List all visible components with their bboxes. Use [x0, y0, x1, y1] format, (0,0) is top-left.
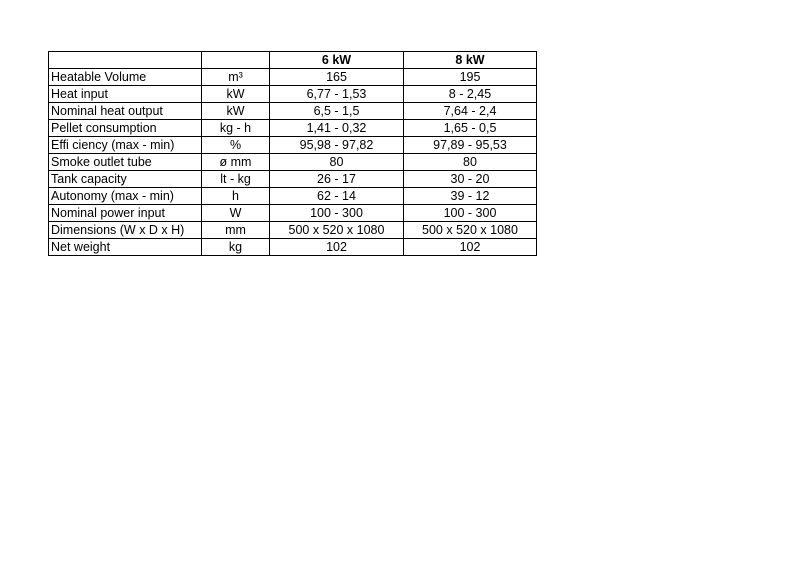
specifications-table-body	[49, 52, 537, 256]
table-row	[49, 120, 537, 137]
cell-6kw: 62 - 14	[270, 188, 404, 205]
table-row	[49, 86, 537, 103]
cell-8kw: 39 - 12	[404, 188, 537, 205]
cell-parameter: Effi ciency (max - min)	[49, 137, 202, 154]
cell-parameter: Nominal power input	[49, 205, 202, 222]
cell-unit: m³	[202, 69, 270, 86]
cell-8kw: 8 - 2,45	[404, 86, 537, 103]
table-row	[49, 154, 537, 171]
table-row	[49, 171, 537, 188]
cell-8kw: 97,89 - 95,53	[404, 137, 537, 154]
cell-parameter: Net weight	[49, 239, 202, 256]
cell-unit: kW	[202, 86, 270, 103]
cell-6kw: 6,77 - 1,53	[270, 86, 404, 103]
cell-8kw: 80	[404, 154, 537, 171]
specifications-table	[48, 51, 537, 256]
table-row	[49, 103, 537, 120]
cell-6kw: 26 - 17	[270, 171, 404, 188]
cell-unit: lt - kg	[202, 171, 270, 188]
cell-parameter: Dimensions (W x D x H)	[49, 222, 202, 239]
table-row	[49, 205, 537, 222]
cell-6kw: 165	[270, 69, 404, 86]
cell-8kw: 500 x 520 x 1080	[404, 222, 537, 239]
cell-unit: %	[202, 137, 270, 154]
cell-parameter: Pellet consumption	[49, 120, 202, 137]
cell-parameter: Heat input	[49, 86, 202, 103]
cell-8kw: 7,64 - 2,4	[404, 103, 537, 120]
table-header-row	[49, 52, 537, 69]
cell-8kw: 30 - 20	[404, 171, 537, 188]
cell-6kw: 102	[270, 239, 404, 256]
table-row	[49, 137, 537, 154]
cell-8kw: 102	[404, 239, 537, 256]
cell-unit: kW	[202, 103, 270, 120]
cell-parameter: Nominal heat output	[49, 103, 202, 120]
cell-parameter: Smoke outlet tube	[49, 154, 202, 171]
table-row	[49, 69, 537, 86]
cell-parameter: Tank capacity	[49, 171, 202, 188]
table-row	[49, 239, 537, 256]
cell-8kw: 1,65 - 0,5	[404, 120, 537, 137]
cell-unit: W	[202, 205, 270, 222]
cell-unit: h	[202, 188, 270, 205]
cell-8kw: 195	[404, 69, 537, 86]
cell-6kw: 1,41 - 0,32	[270, 120, 404, 137]
table-row	[49, 188, 537, 205]
cell-unit: kg - h	[202, 120, 270, 137]
header-cell-8kw: 8 kW	[404, 52, 537, 69]
cell-unit: kg	[202, 239, 270, 256]
header-cell-unit	[202, 52, 270, 69]
cell-8kw: 100 - 300	[404, 205, 537, 222]
cell-parameter: Autonomy (max - min)	[49, 188, 202, 205]
cell-parameter: Heatable Volume	[49, 69, 202, 86]
cell-6kw: 100 - 300	[270, 205, 404, 222]
cell-unit: mm	[202, 222, 270, 239]
cell-6kw: 95,98 - 97,82	[270, 137, 404, 154]
cell-unit: ø mm	[202, 154, 270, 171]
header-cell-6kw: 6 kW	[270, 52, 404, 69]
header-cell-parameter	[49, 52, 202, 69]
cell-6kw: 80	[270, 154, 404, 171]
cell-6kw: 6,5 - 1,5	[270, 103, 404, 120]
cell-6kw: 500 x 520 x 1080	[270, 222, 404, 239]
table-row	[49, 222, 537, 239]
